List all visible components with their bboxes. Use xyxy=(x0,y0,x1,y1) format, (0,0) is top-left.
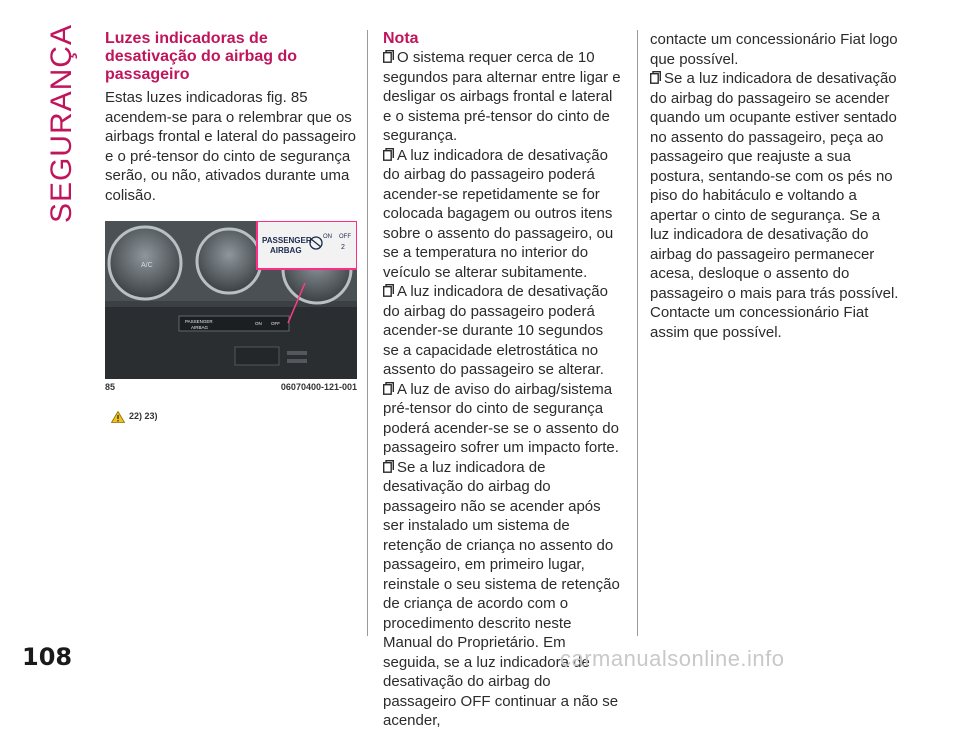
note-bullet-icon xyxy=(383,148,394,161)
column-left xyxy=(105,30,357,427)
note-item: Se a luz indicadora de desativação do airbag do passageiro se acender quando um ocupante estiver sentado no assento do passageiro, peça ao passageiro que reajuste a sua postura, sentando-se com os pés no piso do habitáculo e voltando a apertar o cinto de segurança. Se a luz indicadora de desativação do airbag do passageiro permanecer acesa, desloque o assento do passageiro o mais para trás possível. Contacte um concessionário Fiat assim que possível. xyxy=(650,70,899,341)
note-item: A luz indicadora de desativação do airbag do passageiro poderá acender-se repetidamente se for colocada bagagem ou outros itens sobre o assento do passageiro, ou se a temperatura no interior do veículo se alterar subitamente. xyxy=(383,146,614,281)
column-divider xyxy=(637,30,638,636)
svg-text:OFF: OFF xyxy=(271,321,280,326)
note-item: O sistema requer cerca de 10 segundos para alternar entre ligar e desligar os airbags frontal e lateral e o sistema pré-tensor do cinto de segurança. xyxy=(383,49,621,144)
note-item: Se a luz indicadora de desativação do airbag do passageiro não se acender após ser instalado um sistema de retenção de criança no assento do passageiro, em primeiro lugar, reinstale o seu sistema de retenção de criança de acordo com o procedimento descrito neste Manual do Proprietário. Em seguida, se a luz indicadora de desativação do airbag do passageiro OFF continuar a não se acender, xyxy=(383,458,620,729)
column-right xyxy=(650,30,900,342)
note-item: A luz de aviso do airbag/sistema pré-tensor do cinto de segurança poderá acender-se se o assento do passageiro sofrer um impacto forte. xyxy=(383,380,619,456)
dashboard-figure xyxy=(105,221,357,379)
warning-icon xyxy=(111,411,125,423)
svg-text:OFF: OFF xyxy=(339,234,351,240)
svg-text:AIRBAG: AIRBAG xyxy=(270,246,302,255)
section-body: Estas luzes indicadoras fig. 85 acendem-se para o relembrar que os airbags frontal e lateral do passageiro e o pré-tensor do cinto de segurança serão, ou não, ativados durante uma colisão. xyxy=(105,89,356,204)
note-bullet-icon xyxy=(650,71,661,84)
section-side-tab xyxy=(40,24,84,224)
dashboard-illustration xyxy=(105,221,357,379)
figure-number: 85 xyxy=(105,382,116,392)
svg-text:PASSENGER: PASSENGER xyxy=(262,236,312,245)
note-continuation: contacte um concessionário Fiat logo que possível. xyxy=(650,31,898,68)
warning-numbers: 22) 23) xyxy=(129,411,158,421)
column-middle xyxy=(383,30,623,731)
page-number: 108 xyxy=(22,643,73,671)
center-dial xyxy=(197,229,261,293)
svg-text:2: 2 xyxy=(341,244,345,251)
side-tab-label: SEGURANÇA xyxy=(45,24,78,224)
note-item: A luz indicadora de desativação do airbag do passageiro poderá acender-se durante 10 segundos se a capacidade eletrostática no assento do passageiro se alterar. xyxy=(383,283,608,378)
note-bullet-icon xyxy=(383,284,394,297)
note-bullet-icon xyxy=(383,460,394,473)
column-divider xyxy=(367,30,368,636)
note-title: Nota xyxy=(383,30,419,47)
section-title: Luzes indicadoras de desativação do airbag do passageiro xyxy=(105,30,298,83)
gauge-label: A/C xyxy=(141,262,153,269)
note-bullet-icon xyxy=(383,50,394,63)
note-bullet-icon xyxy=(383,382,394,395)
svg-text:ON: ON xyxy=(323,234,332,240)
svg-text:PASSENGER: PASSENGER xyxy=(185,319,213,324)
warning-reference xyxy=(111,407,357,427)
svg-text:AIRBAG: AIRBAG xyxy=(191,325,209,330)
svg-text:ON: ON xyxy=(255,321,262,326)
figure-code: 06070400-121-001 xyxy=(280,382,357,392)
watermark: carmanualsonline.info xyxy=(560,646,785,671)
figure-caption xyxy=(105,381,357,393)
